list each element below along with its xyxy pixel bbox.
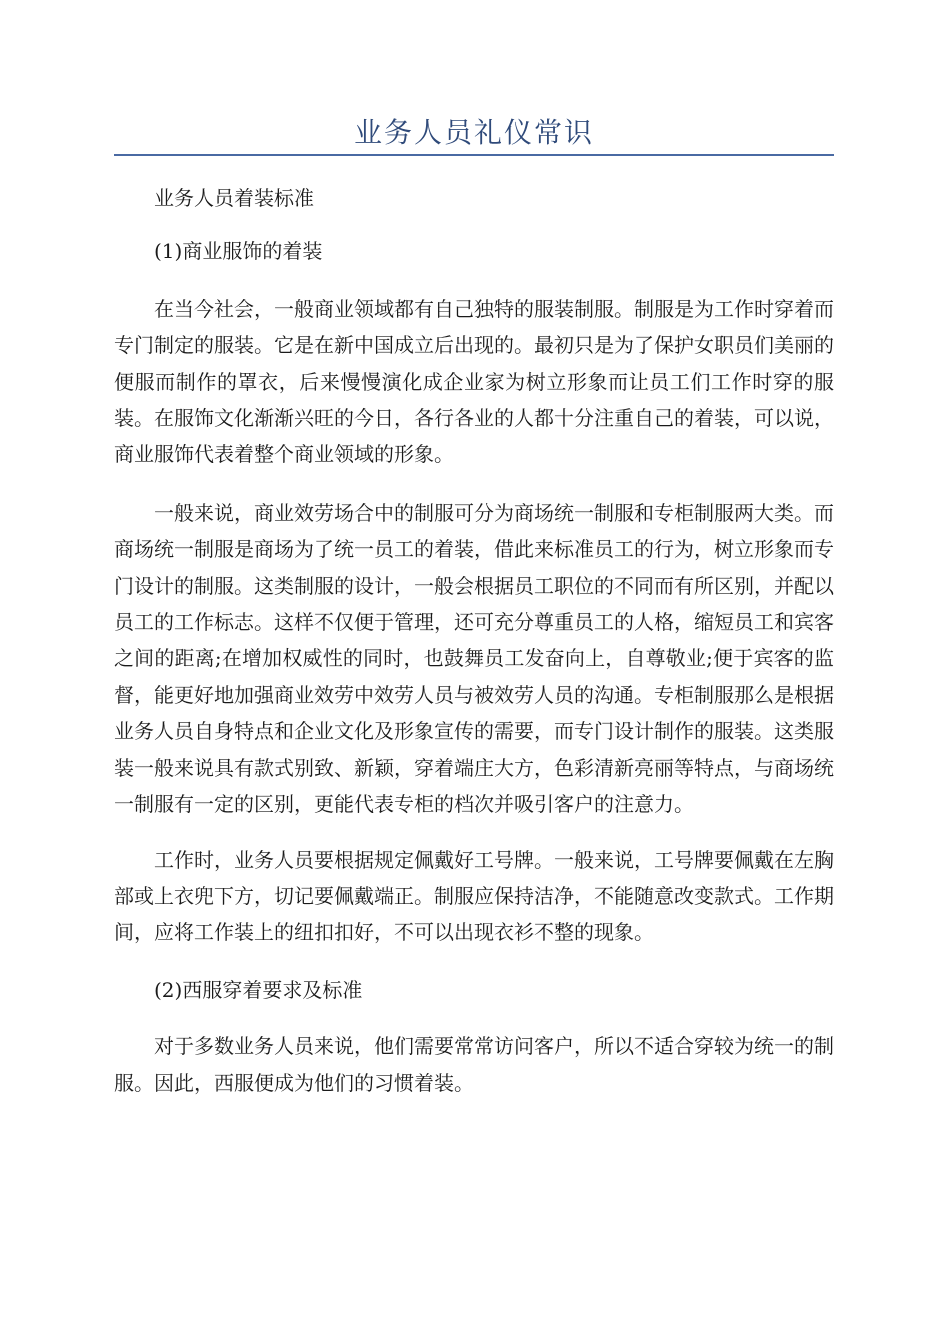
paragraph-uniform-types: 一般来说，商业效劳场合中的制服可分为商场统一制服和专柜制服两大类。而商场统一制服是商场为了统一员工的着装，借此来标准员工的行为，树立形象而专门设计的制服。这类制服的设计，一般会根据员工职位的不同而有所区别，并配以员工的工作标志。这样不仅便于管理，还可充分尊重员工的人格，缩短员工和宾客之间的距离;在增加权威性的同时，也鼓舞员工发奋向上，自尊敬业;便于宾客的监督，能更好地加强商业效劳中效劳人员与被效劳人员的沟通。专柜制服那么是根据业务人员自身特点和企业文化及形象宣传的需要，而专门设计制作的服装。这类服装一般来说具有款式别致、新颖，穿着端庄大方，色彩清新亮丽等特点，与商场统一制服有一定的区别，更能代表专柜的档次并吸引客户的注意力。 <box>114 500 834 817</box>
document-body <box>114 180 834 1101</box>
document-title: 业务人员礼仪常识 <box>353 116 594 149</box>
subheading-business-attire: (1)商业服饰的着装 <box>154 239 323 264</box>
document-page <box>114 0 834 1101</box>
paragraph-uniform-intro: 在当今社会，一般商业领域都有自己独特的服装制服。制服是为工作时穿着而专门制定的服装。它是在新中国成立后出现的。最初只是为了保护女职员们美丽的便服而制作的罩衣，后来慢慢演化成企业家为树立形象而让员工们工作时穿的服装。在服饰文化渐渐兴旺的今日，各行各业的人都十分注重自己的着装，可以说，商业服饰代表着整个商业领域的形象。 <box>114 296 834 467</box>
paragraph-name-badge: 工作时，业务人员要根据规定佩戴好工号牌。一般来说，工号牌要佩戴在左胸部或上衣兜下方，切记要佩戴端正。制服应保持洁净，不能随意改变款式。工作期间，应将工作装上的纽扣扣好，不可以出现衣衫不整的现象。 <box>114 847 834 945</box>
section-heading: 业务人员着装标准 <box>154 186 314 210</box>
title-underline <box>114 154 834 156</box>
subheading-suit-requirements: (2)西服穿着要求及标准 <box>154 977 363 1002</box>
paragraph-suit-intro: 对于多数业务人员来说，他们需要常常访问客户，所以不适合穿较为统一的制服。因此，西服便成为他们的习惯着装。 <box>114 1034 834 1095</box>
